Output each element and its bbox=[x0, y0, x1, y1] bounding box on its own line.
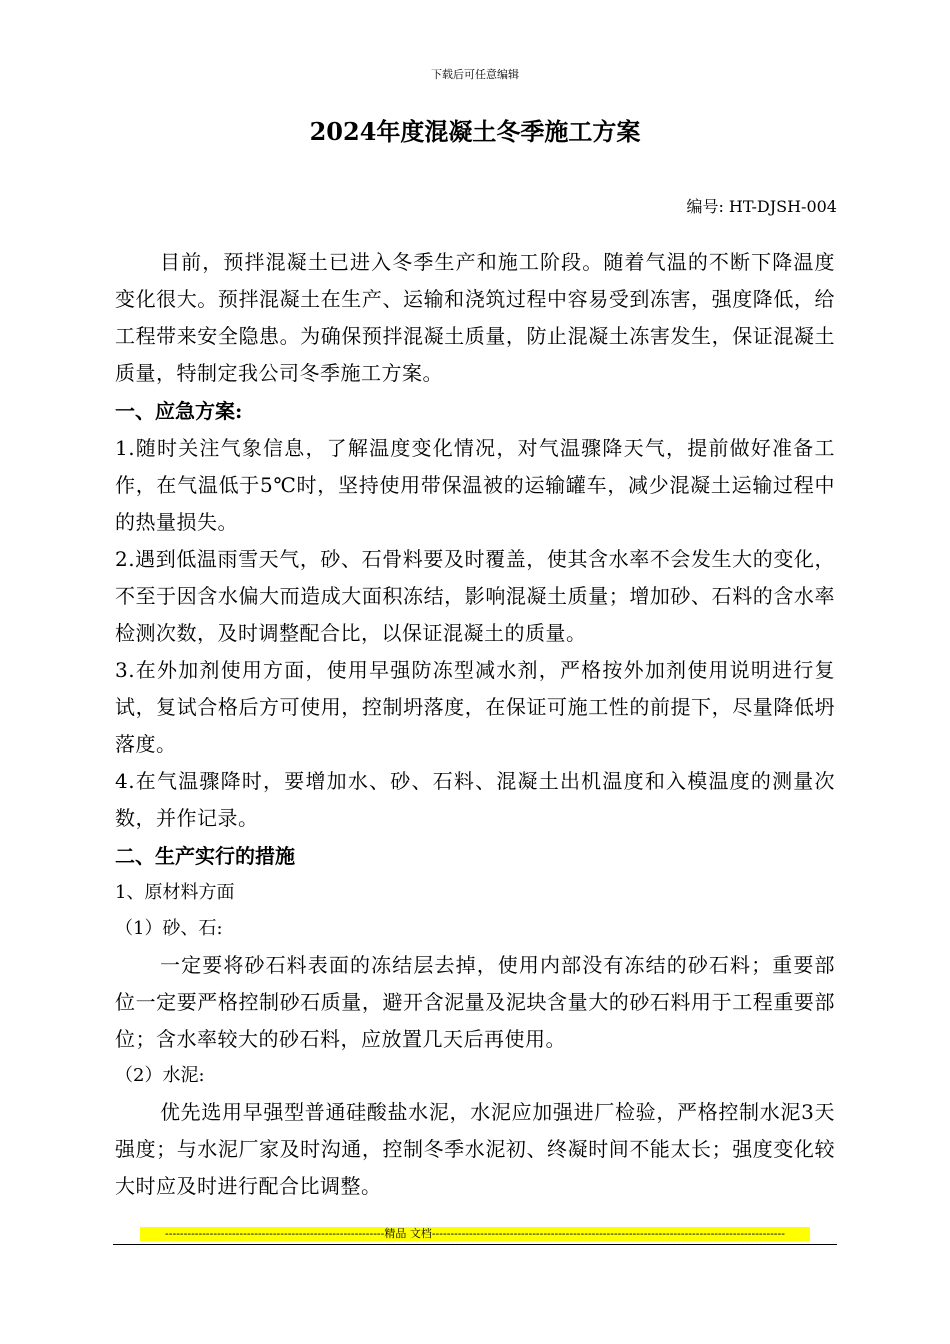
cement-label: （2）水泥: bbox=[115, 1065, 205, 1086]
section2-subheading-materials: 1、原材料方面 bbox=[115, 882, 235, 903]
section1-heading: 一、应急方案: bbox=[115, 399, 243, 423]
footer-divider bbox=[113, 1244, 837, 1245]
cement-text: 优先选用早强型普通硅酸盐水泥，水泥应加强进厂检验，严格控制水泥3天强度；与水泥厂家及时沟通，控制冬季水泥初、终凝时间不能太长；强度变化较大时应及时进行配合比调整。 bbox=[115, 1100, 835, 1198]
footer-banner: -----------------------------------------------------------精品 文档----------------------------------------------------------------------------------------------- bbox=[140, 1227, 810, 1241]
intro-paragraph: 目前，预拌混凝土已进入冬季生产和施工阶段。随着气温的不断下降温度变化很大。预拌混凝土在生产、运输和浇筑过程中容易受到冻害，强度降低，给工程带来安全隐患。为确保预拌混凝土质量，防止混凝土冻害发生，保证混凝土质量，特制定我公司冬季施工方案。 bbox=[115, 250, 835, 385]
document-body bbox=[115, 244, 835, 1205]
section1-item-2: 2.遇到低温雨雪天气，砂、石骨料要及时覆盖，使其含水率不会发生大的变化，不至于因含水偏大而造成大面积冻结，影响混凝土质量；增加砂、石料的含水率检测次数，及时调整配合比，以保证混凝土的质量。 bbox=[115, 547, 835, 645]
section2-heading: 二、生产实行的措施 bbox=[115, 844, 295, 868]
sand-stone-label: （1）砂、石: bbox=[115, 918, 223, 939]
section1-item-4: 4.在气温骤降时，要增加水、砂、石料、混凝土出机温度和入模温度的测量次数，并作记录。 bbox=[115, 769, 835, 830]
document-number: 编号: HT-DJSH-004 bbox=[686, 197, 837, 216]
section1-item-3: 3.在外加剂使用方面，使用早强防冻型减水剂，严格按外加剂使用说明进行复试，复试合格后方可使用，控制坍落度，在保证可施工性的前提下，尽量降低坍落度。 bbox=[115, 658, 835, 756]
sand-stone-text: 一定要将砂石料表面的冻结层去掉，使用内部没有冻结的砂石料；重要部位一定要严格控制砂石质量，避开含泥量及泥块含量大的砂石料用于工程重要部位；含水率较大的砂石料，应放置几天后再使用。 bbox=[115, 953, 835, 1051]
header-note: 下载后可任意编辑 bbox=[431, 68, 519, 81]
section1-item-1: 1.随时关注气象信息，了解温度变化情况，对气温骤降天气，提前做好准备工作，在气温低于5℃时，坚持使用带保温被的运输罐车，减少混凝土运输过程中的热量损失。 bbox=[115, 436, 835, 534]
document-title: 2024年度混凝土冬季施工方案 bbox=[309, 117, 641, 146]
